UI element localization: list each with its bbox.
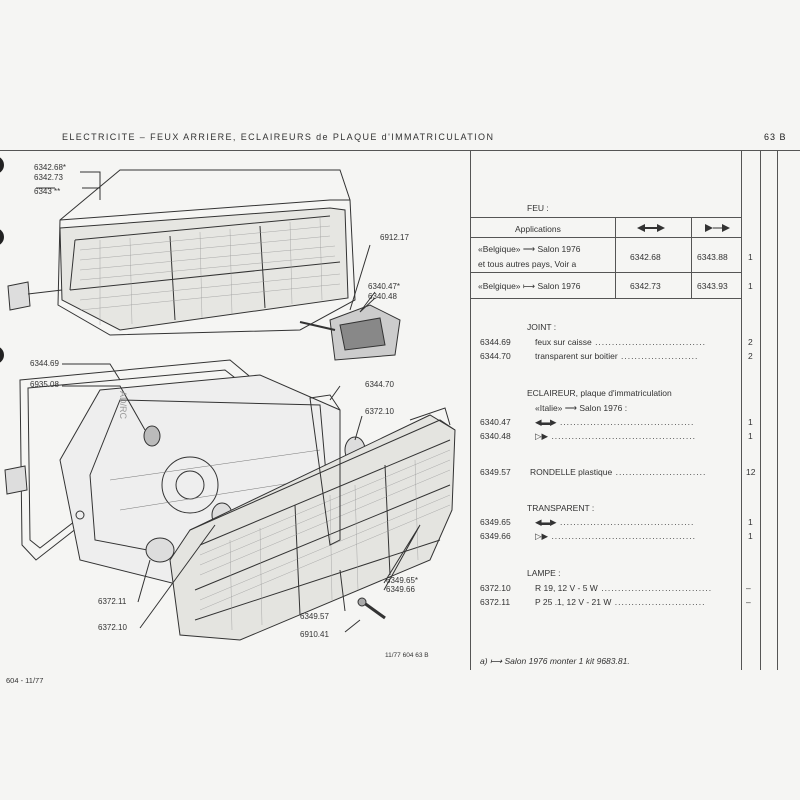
part-ref: 6340.48 (480, 431, 511, 441)
diagram-ref: 11/77 604 63 B (385, 652, 429, 659)
eclaireur-subtitle: «Italie» ⟶ Salon 1976 : (535, 403, 628, 413)
quantity: 1 (748, 281, 753, 291)
lampe-title: LAMPE : (527, 568, 561, 578)
part-ref: 6372.11 (480, 597, 511, 607)
quantity: 1 (748, 431, 753, 441)
diagram-label: 6344.69 (30, 359, 59, 368)
right-arrow-icon: ▷▶ (535, 531, 549, 541)
diagram-label: 6349.66 (386, 585, 415, 594)
diagram-label: 6342.68* (34, 163, 67, 172)
joint-title: JOINT : (527, 322, 557, 332)
left-arrow-icon: ◀▬▶ (535, 517, 557, 527)
part-desc: feux sur caisse ................................. (535, 337, 706, 347)
part-ref: 6343.88 (697, 252, 728, 262)
diagram-label: 6935.08 (30, 380, 59, 389)
part-ref: 6344.70 (480, 351, 511, 361)
diagram-label: 6343 ** (34, 187, 61, 196)
part-desc: P 25 .1, 12 V - 21 W ........................... (535, 597, 706, 607)
diagram-label: 6910.41 (300, 630, 329, 639)
part-desc: ▷▶ ........................................... (535, 431, 696, 441)
part-desc: RONDELLE plastique ........................... (530, 467, 707, 477)
diagram-label: 6372.10 (98, 623, 127, 632)
part-ref: 6342.73 (630, 281, 661, 291)
diagram-label: 6372.11 (98, 597, 127, 606)
part-ref: 6349.66 (480, 531, 511, 541)
diagram-label: 6372.10 (365, 407, 394, 416)
application-text: «Belgique» ⟶ Salon 1976 (478, 244, 581, 254)
part-ref: 6349.65 (480, 517, 511, 527)
part-desc: ◀▬▶ ........................................ (535, 517, 695, 527)
quantity: – (746, 597, 751, 607)
part-ref: 6349.57 (480, 467, 511, 477)
transparent-title: TRANSPARENT : (527, 503, 595, 513)
page-title: ELECTRICITE – FEUX ARRIERE, ECLAIREURS de PLAQUE d'IMMATRICULATION (62, 132, 495, 142)
applications-header: Applications (515, 224, 561, 234)
part-ref: 6344.69 (480, 337, 511, 347)
diagram-label: 6340.48 (368, 292, 397, 301)
quantity: 1 (748, 531, 753, 541)
part-ref: 6343.93 (697, 281, 728, 291)
footnote: a) ⟼ Salon 1976 monter 1 kit 9683.81. (480, 656, 630, 666)
left-arrow-icon (637, 224, 665, 232)
quantity: 2 (748, 351, 753, 361)
application-text: et tous autres pays, Voir a (478, 259, 577, 269)
diagram-label: 6349.65* (386, 576, 419, 585)
part-desc: ◀▬▶ ........................................ (535, 417, 695, 427)
part-desc: transparent sur boitier ....................... (535, 351, 699, 361)
part-ref: 6340.47 (480, 417, 511, 427)
page-number: 63 B (764, 132, 787, 142)
part-ref: 6372.10 (480, 583, 511, 593)
quantity: 12 (746, 467, 756, 477)
right-arrow-icon: ▷▶ (535, 431, 549, 441)
part-desc: ▷▶ ........................................... (535, 531, 696, 541)
quantity: – (746, 583, 751, 593)
quantity: 1 (748, 517, 753, 527)
diagram-label: 6344.70 (365, 380, 394, 389)
application-text: «Belgique» ⟼ Salon 1976 (478, 281, 581, 291)
right-arrow-icon (705, 224, 713, 232)
eclaireur-title: ECLAIREUR, plaque d'immatriculation (527, 388, 672, 398)
diagram-label: 6912.17 (380, 233, 409, 242)
diagram-label: 6342.73 (34, 173, 63, 182)
footer-ref: 604 - 11/77 (6, 676, 44, 685)
part-desc: R 19, 12 V - 5 W ................................. (535, 583, 713, 593)
stamp-text: AD/RC (118, 391, 128, 420)
left-arrow-icon: ◀▬▶ (535, 417, 557, 427)
quantity: 1 (748, 252, 753, 262)
feu-title: FEU : (527, 203, 549, 213)
quantity: 2 (748, 337, 753, 347)
diagram-label: 6349.57 (300, 612, 329, 621)
diagram-label: 6340.47* (368, 282, 401, 291)
part-ref: 6342.68 (630, 252, 661, 262)
quantity: 1 (748, 417, 753, 427)
